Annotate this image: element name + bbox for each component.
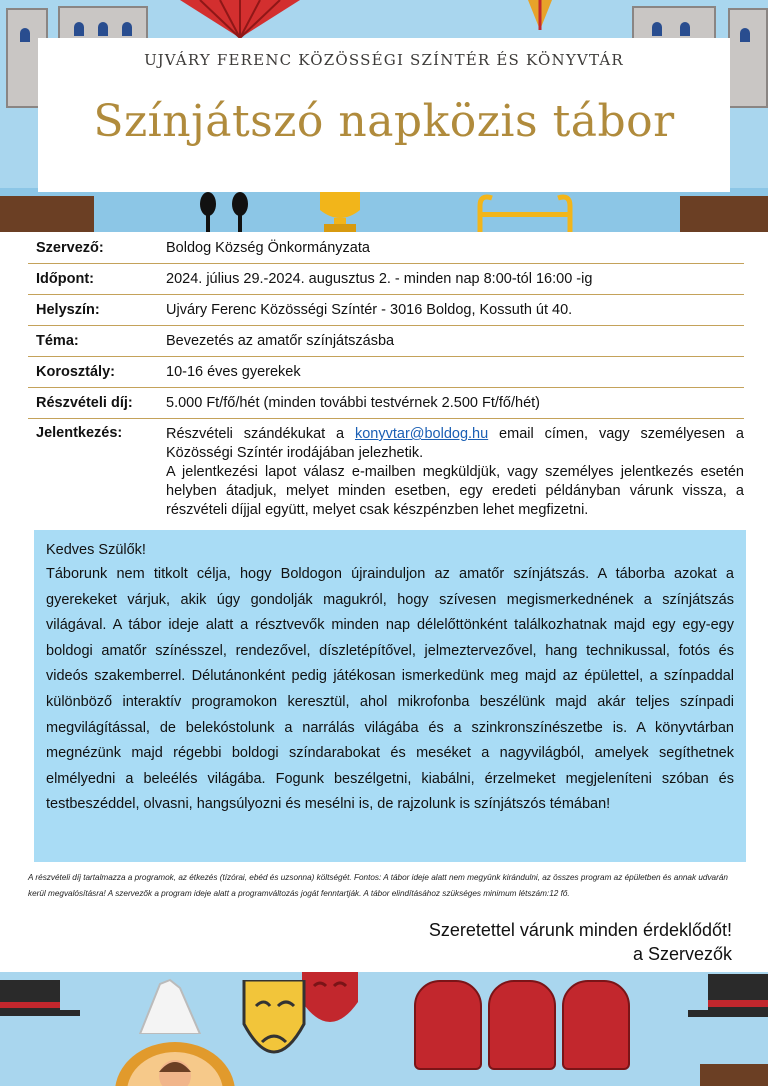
info-label: Téma: (36, 333, 79, 349)
window-icon (680, 22, 690, 36)
trophy-icon (300, 192, 380, 232)
registration-text-before: Részvételi szándékukat a (166, 426, 355, 442)
wood-panel-right-icon (700, 1064, 768, 1086)
window-icon (98, 22, 108, 36)
top-hat-icon (0, 980, 80, 1020)
info-table (28, 233, 744, 520)
info-row-fee (28, 388, 744, 419)
closing (429, 918, 732, 966)
theater-seat-icon (414, 980, 482, 1070)
closing-line-1: Szeretettel várunk minden érdeklődőt! (428, 920, 732, 940)
registration-paragraph-1 (166, 425, 744, 463)
registration-paragraph-2: A jelentkezési lapot válasz e-mailben megküldjük, vagy személyes jelentkezés esetén helyben átadjuk, melyet minden esetben, egy eredeti példányban várunk vissza, a részvételi díjjal együtt, melyet csak készpénzben lehet megfizetni. (166, 464, 744, 518)
window-icon (74, 22, 84, 36)
top-hat-icon (688, 974, 768, 1024)
info-value: 2024. július 29.-2024. augusztus 2. - minden nap 8:00-tól 16:00 -ig (166, 271, 593, 287)
info-label: Helyszín: (36, 302, 100, 318)
footnote: A részvételi díj tartalmazza a programok, az étkezés (tízórai, ebéd és uzsonna) költségét. Fontos: A tábor ideje alatt nem megyünk kirándulni, az összes program az épületben és annak udvarán kerül megvalósításra! A szervezők a program ideje alatt a programváltozás jogát fenntartják. A tábor elindításához szükséges minimum létszám:12 fő. (28, 873, 728, 898)
info-label: Részvételi díj: (36, 395, 133, 411)
info-value: 10-16 éves gyerekek (166, 364, 301, 380)
wood-panel-right-icon (680, 196, 768, 232)
glove-icon (130, 974, 210, 1034)
theater-seat-icon (488, 980, 556, 1070)
info-row-organizer (28, 233, 744, 264)
portrait-icon (110, 1032, 240, 1086)
fan-icon (170, 0, 310, 40)
info-label: Jelentkezés: (36, 425, 123, 441)
info-value: Bevezetés az amatőr színjátszásba (166, 333, 395, 349)
info-row-registration (28, 419, 744, 520)
info-row-location (28, 295, 744, 326)
email-link[interactable]: konyvtar@boldog.hu (354, 426, 489, 442)
kite-icon (520, 0, 560, 36)
closing-line-2: a Szervezők (632, 944, 732, 964)
info-value: 5.000 Ft/fő/hét (minden további testvérnek 2.500 Ft/fő/hét) (166, 395, 540, 411)
microphone-icon (196, 192, 256, 232)
parents-letter-box (34, 530, 746, 862)
info-label: Korosztály: (36, 364, 115, 380)
page-title: Színjátszó napközis tábor (93, 96, 675, 147)
window-icon (652, 22, 662, 36)
info-row-date (28, 264, 744, 295)
info-value: Ujváry Ferenc Közösségi Színtér - 3016 Boldog, Kossuth út 40. (166, 302, 573, 318)
ornament-icon (470, 192, 580, 232)
header-band (0, 188, 768, 232)
info-row-age-group (28, 357, 744, 388)
info-label: Szervező: (36, 240, 104, 256)
window-icon (20, 28, 30, 42)
tragedy-mask-icon (238, 980, 310, 1080)
organization-name: UJVÁRY FERENC KÖZÖSSÉGI SZÍNTÉR ÉS KÖNYVTÁR (144, 51, 624, 69)
info-label: Időpont: (36, 271, 94, 287)
window-icon (740, 28, 750, 42)
letter-body: Táborunk nem titkolt célja, hogy Boldogon újrainduljon az amatőr színjátszás. A táborba azokat a gyerekeket várjuk, akik úgy gondolják magukról, hogy szívesen megismerkednének a színjátszás világával. A tábor ideje alatt a résztvevők minden nap délelőttönként találkozhatnak majd egy egy-egy boldogi amatőr színésszel, rendezővel, díszletépítővel, jelmeztervezővel, hang technikussal, fotós és videós szakemberrel. Délutánonként pedig játékosan ismerkedünk meg majd az épülettel, a színpaddal különböző interaktív programokon keresztül, ahol mikrofonba beszélünk majd akár teljes színpadi megvilágítással, de belekóstolunk a narrálás világába és a szinkronszínészetbe is. A könyvtárban megnézünk majd régebbi boldogi színdarabokat és meséket a nagyvilágból, amelyek segíthetnek elmélyedni a beleélés világába. Fogunk beszélgetni, kiabálni, érzelmeket megjeleníteni szóban és testbeszéddel, olvasni, hangsúlyozni és mesélni is, de rajzolunk is színjátszós témában! (46, 566, 734, 813)
registration-details (166, 425, 744, 520)
info-value: Boldog Község Önkormányzata (166, 240, 370, 256)
info-row-topic (28, 326, 744, 357)
window-icon (122, 22, 132, 36)
theater-seat-icon (562, 980, 630, 1070)
wood-panel-left-icon (0, 196, 94, 232)
registration-text-after: email címen, vagy személyesen a Közösségi Színtér irodájában jelezhetik. (166, 426, 744, 461)
letter-greeting: Kedves Szülők! (46, 542, 146, 558)
footer-illustration (0, 972, 768, 1086)
